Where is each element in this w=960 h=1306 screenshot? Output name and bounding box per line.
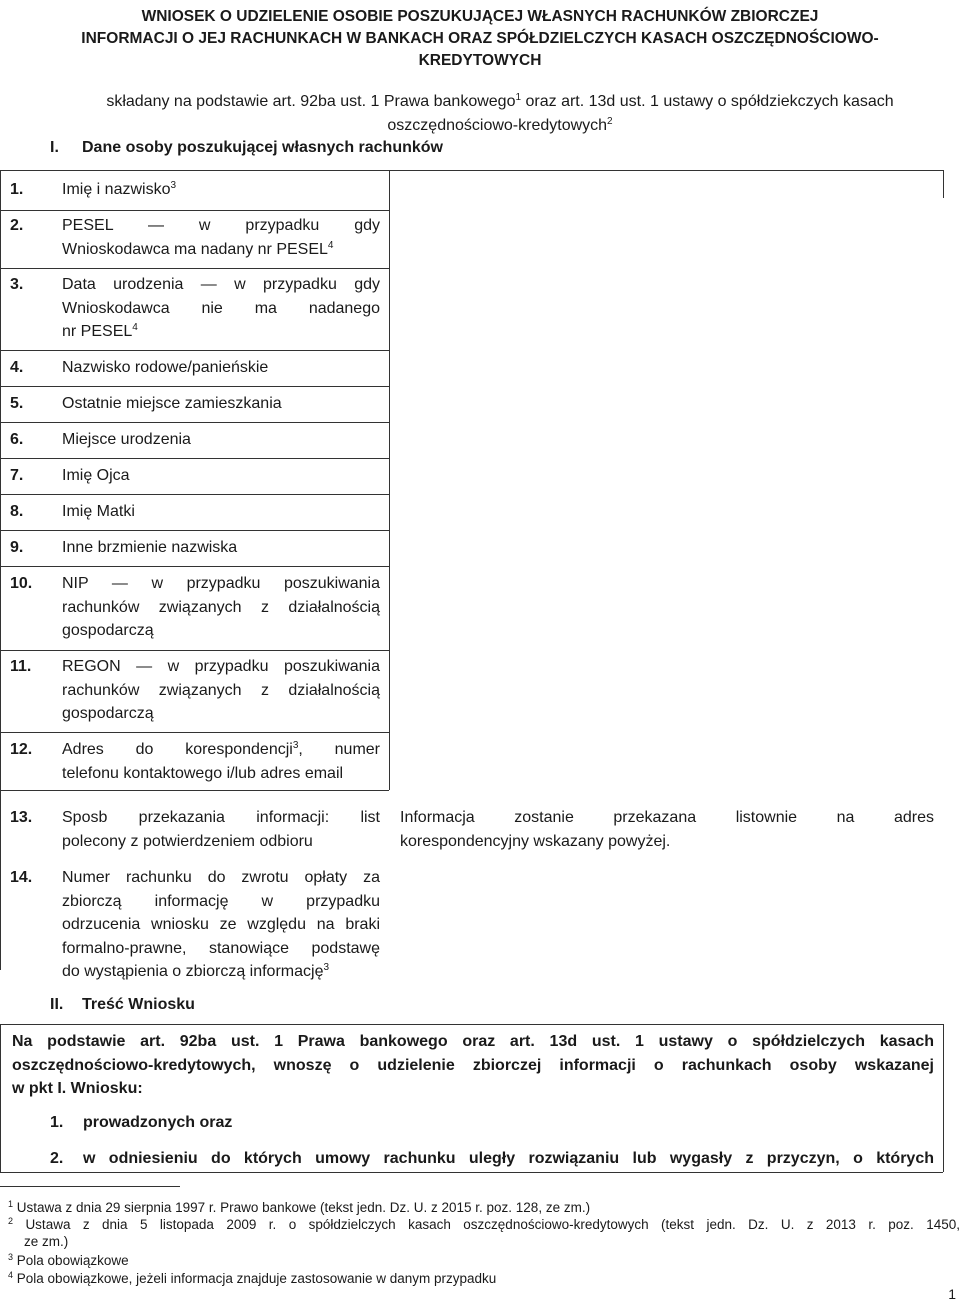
footnote-1 [8, 1199, 960, 1216]
field-label: Inne brzmienie nazwiska [62, 539, 238, 556]
field-label: Adres do korespondencji [62, 741, 293, 758]
field-label: zbiorczą informację w przypadku [62, 892, 380, 910]
footnote-text: Pola obowiązkowe [16, 1253, 129, 1268]
request-item-1 [50, 1114, 232, 1132]
field-row-regon [10, 655, 380, 726]
row-number: 1. [10, 181, 24, 198]
row-separator [0, 566, 389, 567]
answer-text: korespondencyjny wskazany powyżej. [400, 832, 671, 850]
body-line: w pkt I. Wniosku: [12, 1080, 143, 1097]
section-title: Treść Wniosku [82, 996, 195, 1013]
row-number: 8. [10, 503, 24, 520]
field-label: gospodarczą [62, 622, 154, 639]
field-label: Wnioskodawca ma nadany nr PESEL [62, 240, 328, 258]
footnote-ref: 2 [607, 116, 613, 127]
field-row-pesel [10, 214, 380, 261]
field-label: formalno-prawne, stanowiące podstawę [62, 939, 380, 957]
field-row-mother-name [10, 500, 380, 524]
page-number: 1 [948, 1286, 956, 1302]
body-line: oszczędnościowo-kredytowych, wnoszę o udzielenie zbiorczej informacji o rachunkach osoby wskazanej [12, 1056, 934, 1074]
item-text: w odniesieniu do których umowy rachunku uległy rozwiązaniu lub wygasły z przyczyn, o których [83, 1150, 934, 1167]
row-separator [0, 350, 389, 351]
field-label: Wnioskodawca nie ma nadanego [62, 299, 380, 317]
row-separator [0, 422, 389, 423]
row-separator [0, 458, 389, 459]
table-border [943, 170, 944, 198]
field-row-family-name [10, 356, 380, 380]
field-label: Imię i nazwisko [62, 181, 171, 198]
footnote-text: Pola obowiązkowe, jeżeli informacja znajduje zastosowanie w danym przypadku [16, 1271, 497, 1286]
table-border [0, 170, 943, 171]
body-line: Na podstawie art. 92ba ust. 1 Prawa bankowego oraz art. 13d ust. 1 ustawy o spółdzielczych kasach [12, 1033, 934, 1050]
section-number: I. [50, 139, 59, 156]
legal-basis-subtitle [40, 90, 960, 138]
field-label: rachunków związanych z działalnością [62, 598, 380, 616]
box-border [0, 1024, 943, 1025]
row-separator [0, 732, 389, 733]
request-body [12, 1030, 934, 1101]
table-border [0, 170, 1, 970]
field-label: REGON — w przypadku poszukiwania [62, 658, 380, 675]
footnote-ref: 3 [323, 962, 330, 973]
field-label: Imię Ojca [62, 467, 130, 484]
row-number: 11. [10, 658, 32, 675]
item-number: 1. [50, 1114, 64, 1131]
delivery-method-answer [400, 806, 934, 853]
subtitle-text-b: oraz art. 13d ust. 1 ustawy o spółdziekczych kasach [521, 93, 894, 110]
field-label: NIP — w przypadku poszukiwania [62, 575, 380, 592]
subtitle-text-c: oszczędnościowo-kredytowych [387, 117, 608, 134]
field-label: telefonu kontaktowego i/lub adres email [62, 764, 344, 782]
footnote-separator [0, 1186, 180, 1187]
request-item-2 [50, 1150, 934, 1168]
field-row-delivery-method [10, 806, 380, 853]
row-number: 13. [10, 809, 33, 826]
footnote-ref: 3 [170, 180, 177, 191]
footnote-ref: 3 [292, 740, 299, 751]
footnote-3 [8, 1252, 960, 1269]
field-label: nr PESEL [62, 323, 133, 340]
subtitle-text-a: składany na podstawie art. 92ba ust. 1 Prawa bankowego [106, 93, 516, 110]
section-title: Dane osoby poszukującej własnych rachunków [82, 139, 443, 156]
row-separator [0, 530, 389, 531]
section-2-heading [50, 996, 195, 1014]
row-number: 12. [10, 741, 33, 758]
field-label: rachunków związanych z działalnością [62, 681, 380, 699]
field-row-birth-date [10, 273, 380, 344]
table-divider [389, 170, 390, 790]
footnote-number: 4 [8, 1270, 14, 1280]
title-line-1: WNIOSEK O UDZIELENIE OSOBIE POSZUKUJĄCEJ WŁASNYCH RACHUNKÓW ZBIORCZEJ [141, 8, 819, 25]
row-separator [0, 386, 389, 387]
footnote-ref: 1 [515, 92, 522, 103]
footnote-text: ze zm.) [24, 1234, 69, 1249]
field-label: do wystąpienia o zbiorczą informację [62, 963, 324, 980]
row-separator [0, 650, 389, 651]
field-label: Sposb przekazania informacji: list [62, 809, 380, 826]
field-label: , numer [298, 741, 380, 758]
row-number: 10. [10, 575, 33, 592]
field-row-correspondence [10, 738, 380, 785]
title-line-2: INFORMACJI O JEJ RACHUNKACH W BANKACH ORAZ SPÓŁDZIELCZYCH KASACH OSZCZĘDNOŚCIOWO- [81, 30, 879, 47]
field-label: Numer rachunku do zwrotu opłaty za [62, 869, 380, 886]
row-number: 5. [10, 395, 24, 412]
box-border [943, 1024, 944, 1172]
item-number: 2. [50, 1150, 64, 1167]
field-row-nip [10, 572, 380, 643]
row-separator [0, 790, 389, 791]
row-number: 7. [10, 467, 24, 484]
field-row-other-surname [10, 536, 380, 560]
row-separator [0, 210, 389, 211]
field-row-name [10, 178, 380, 202]
footnote-text: Ustawa z dnia 29 sierpnia 1997 r. Prawo bankowe (tekst jedn. Dz. U. z 2015 r. poz. 128, ze zm.) [16, 1200, 591, 1215]
field-row-birth-place [10, 428, 380, 452]
row-separator [0, 494, 389, 495]
field-label: Ostatnie miejsce zamieszkania [62, 395, 282, 412]
field-label: Miejsce urodzenia [62, 431, 191, 448]
row-number: 4. [10, 359, 24, 376]
field-label: gospodarczą [62, 705, 154, 722]
field-label: Data urodzenia — w przypadku gdy [62, 276, 380, 293]
section-number: II. [50, 996, 64, 1013]
footnote-ref: 4 [132, 322, 138, 333]
row-number: 14. [10, 869, 33, 886]
field-label: Nazwisko rodowe/panieńskie [62, 359, 269, 376]
field-label: odrzucenia wniosku ze względu na braki [62, 916, 380, 933]
footnote-ref: 4 [327, 239, 334, 251]
field-label: polecony z potwierdzeniem odbioru [62, 832, 313, 850]
field-label: Imię Matki [62, 503, 135, 520]
field-label: PESEL — w przypadku gdy [62, 217, 380, 234]
footnote-number: 3 [8, 1252, 14, 1262]
row-number: 6. [10, 431, 24, 448]
footnote-4 [8, 1270, 960, 1287]
row-number: 3. [10, 276, 24, 293]
answer-text: Informacja zostanie przekazana listownie na adres [400, 809, 934, 826]
footnote-text: Ustawa z dnia 5 listopada 2009 r. o spółdzielczych kasach oszczędnościowo-kredytowych (tekst jedn. Dz. U. z 2013 r. poz. 1450, [25, 1217, 960, 1232]
section-1-heading [50, 139, 443, 157]
field-row-refund-account [10, 866, 380, 984]
box-border [0, 1172, 943, 1173]
row-number: 2. [10, 217, 24, 234]
field-row-father-name [10, 464, 380, 488]
footnote-number: 2 [8, 1216, 14, 1226]
row-separator [0, 268, 389, 269]
footnote-number: 1 [8, 1199, 14, 1209]
footnote-2 [8, 1216, 960, 1250]
field-row-last-residence [10, 392, 380, 416]
row-number: 9. [10, 539, 24, 556]
item-text: prowadzonych oraz [83, 1114, 233, 1131]
document-title [0, 6, 960, 72]
box-border [0, 1024, 1, 1172]
title-line-3: KREDYTOWYCH [418, 52, 542, 69]
